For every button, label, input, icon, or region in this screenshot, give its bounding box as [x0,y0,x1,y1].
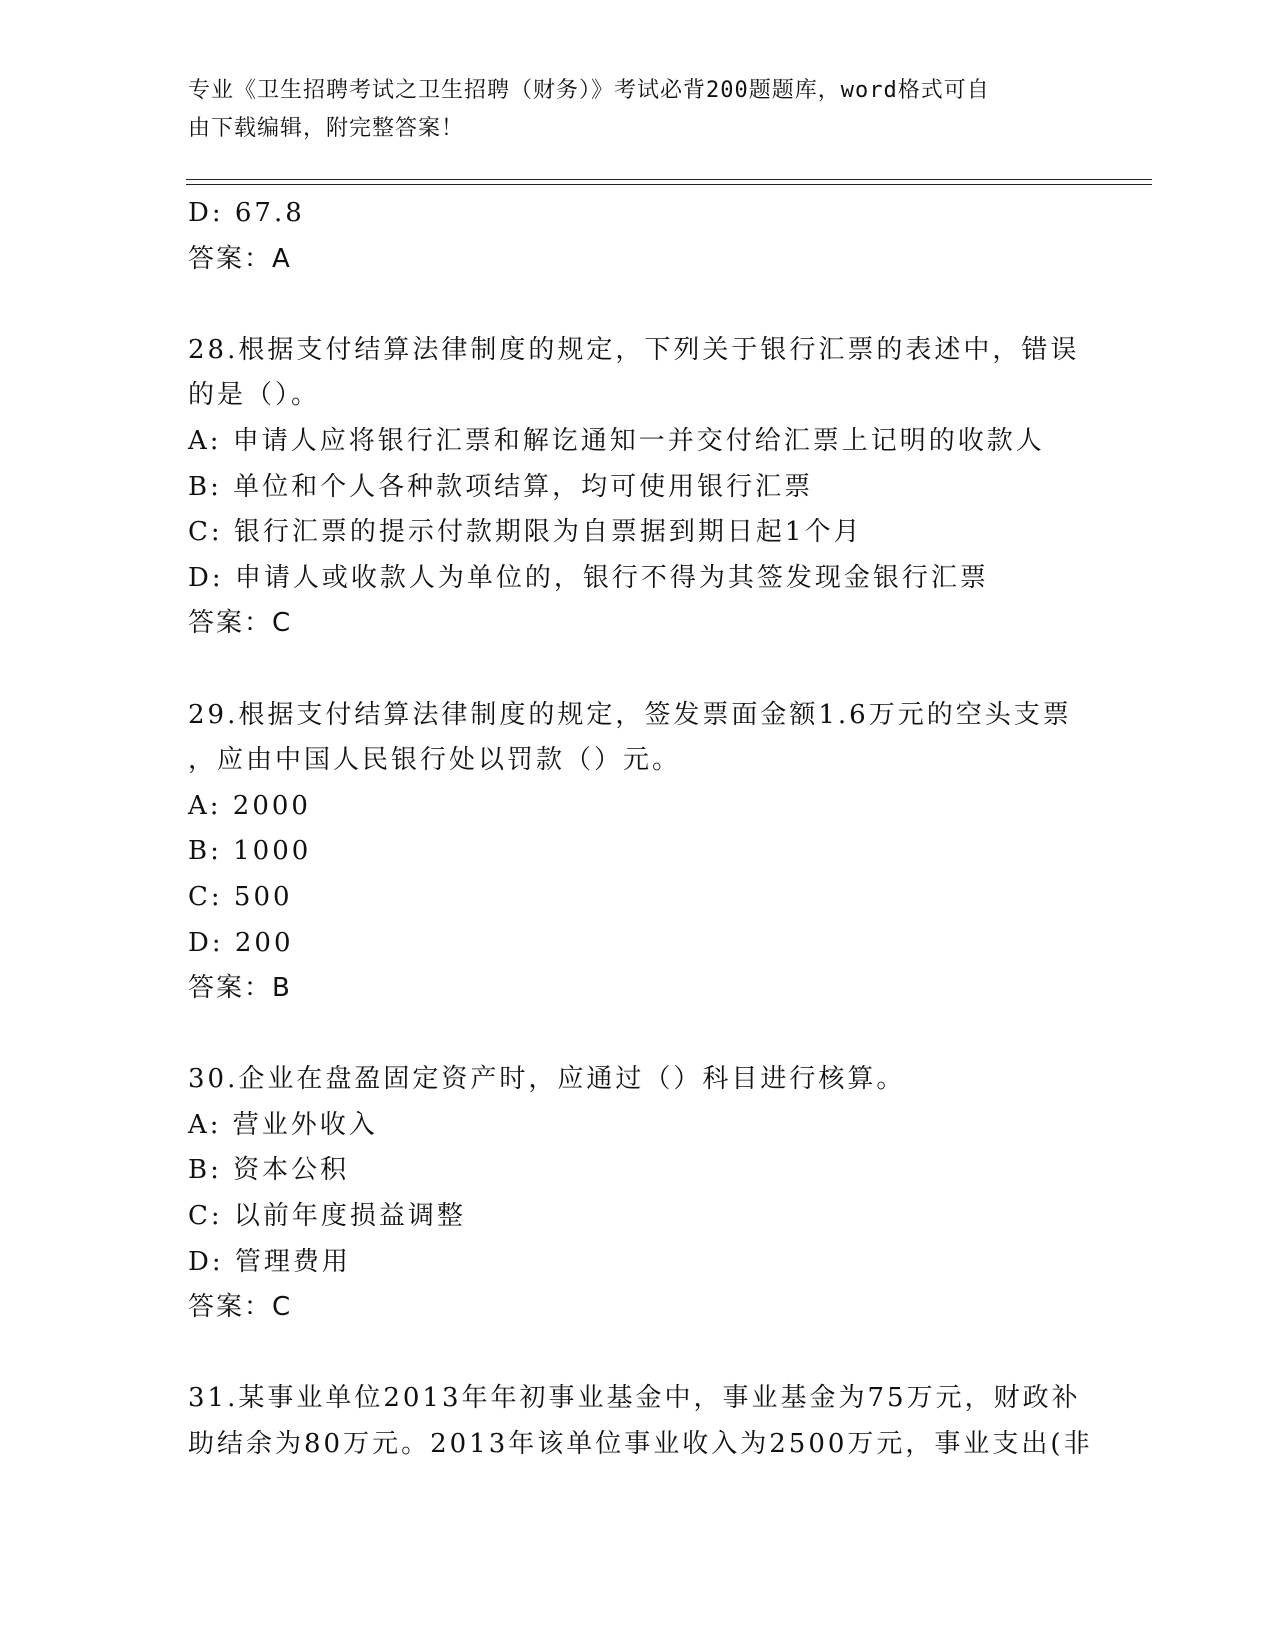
header-title-line-1: 专业《卫生招聘考试之卫生招聘（财务）》考试必背200题题库，word格式可自 [188,78,990,103]
question-stem-line: 助结余为80万元。2013年该单位事业收入为2500万元，事业支出(非 [188,1429,1093,1460]
prev-option-d: D: 67.8 [188,198,305,228]
document-header [188,72,1068,148]
header-rule-top [186,179,1152,180]
option-b: B: 资本公积 [188,1155,350,1186]
answer: 答案：B [188,973,292,1004]
question-stem-line: 31.某事业单位2013年年初事业基金中，事业基金为75万元，财政补 [188,1383,1081,1414]
spacer [188,647,1088,693]
option-d: D: 申请人或收款人为单位的，银行不得为其签发现金银行汇票 [188,562,989,593]
answer: 答案：C [188,608,293,639]
spacer [188,1012,1088,1058]
option-a: A: 2000 [188,790,311,821]
option-c: C: 以前年度损益调整 [188,1201,466,1232]
question-31 [188,1376,1093,1467]
option-b: B: 1000 [188,836,312,867]
question-stem-line: 28.根据支付结算法律制度的规定，下列关于银行汇票的表述中，错误 [188,334,1080,365]
question-stem-line: 30.企业在盘盈固定资产时，应通过（）科目进行核算。 [188,1064,906,1095]
document-body [188,191,1093,1468]
question-stem-line: 的是（）。 [188,380,321,411]
question-30 [188,1057,1088,1331]
option-d: D: 管理费用 [188,1246,351,1277]
option-d: D: 200 [188,927,294,958]
answer: 答案：C [188,1292,293,1323]
option-c: C: 银行汇票的提示付款期限为自票据到期日起1个月 [188,517,863,548]
option-c: C: 500 [188,881,293,912]
prev-answer: 答案：A [188,243,292,274]
option-a: A: 营业外收入 [188,1109,378,1140]
option-b: B: 单位和个人各种款项结算，均可使用银行汇票 [188,471,814,502]
question-stem-line: 29.根据支付结算法律制度的规定，签发票面金额1.6万元的空头支票 [188,699,1072,730]
spacer [188,282,1088,328]
question-29 [188,693,1088,1012]
question-stem-line: ，应由中国人民银行处以罚款（）元。 [188,745,682,776]
header-rule-bottom [186,184,1152,185]
header-title-line-2: 由下载编辑，附完整答案！ [188,116,465,141]
option-a: A: 申请人应将银行汇票和解讫通知一并交付给汇票上记明的收款人 [188,425,1045,456]
spacer [188,1331,1088,1377]
question-28 [188,328,1088,647]
